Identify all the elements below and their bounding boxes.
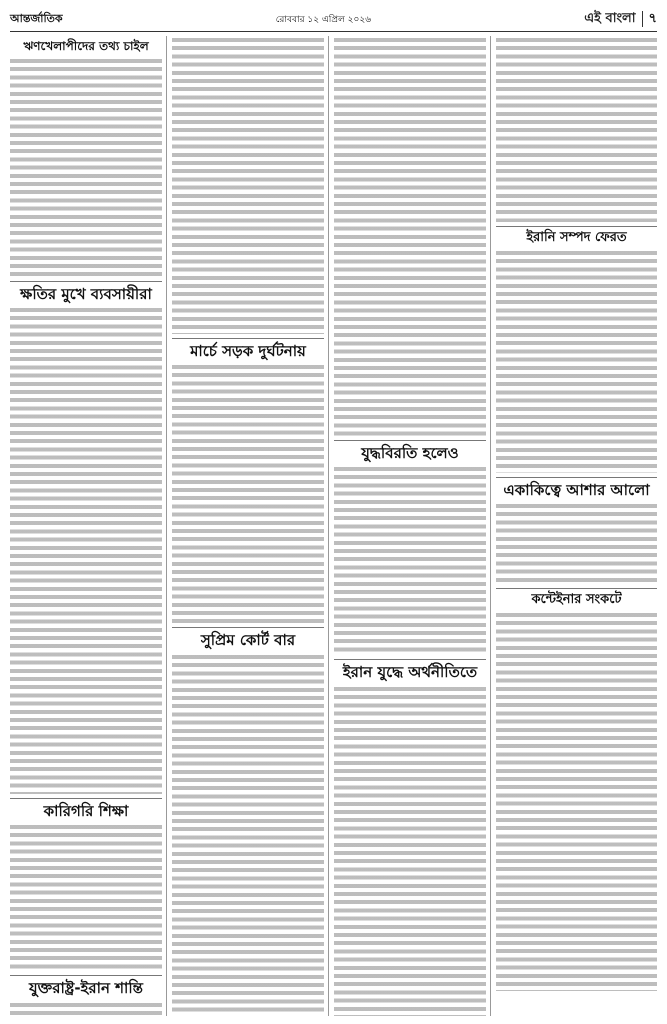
headline: ঋণখেলাপীদের তথ্য চাইল (23, 39, 149, 53)
headline: মার্চে সড়ক দুর্ঘটনায় (190, 342, 306, 360)
body-text (496, 249, 657, 473)
body-text (10, 823, 162, 971)
column-1 (10, 36, 162, 1016)
headline: একাকিত্বে আশার আলো (503, 480, 650, 499)
header-rule (10, 31, 657, 32)
separator (10, 798, 162, 799)
body-text (334, 465, 486, 655)
column-divider (328, 36, 329, 1016)
column-divider (490, 36, 491, 1016)
body-text (172, 36, 324, 334)
headline: সুপ্রিম কোর্ট বার (200, 631, 296, 650)
headline: কন্টেইনার সংকটে (531, 592, 622, 608)
body-text (10, 306, 162, 794)
separator (10, 281, 162, 282)
page-header (10, 8, 657, 30)
column-3 (334, 36, 486, 1016)
section-title: আন্তর্জাতিক (10, 11, 63, 25)
separator (334, 440, 486, 441)
divider (642, 11, 643, 27)
body-text (172, 653, 324, 1013)
issue-date: রোববার ১২ এপ্রিল ২০২৬ (275, 14, 372, 25)
column-4 (496, 36, 657, 1016)
headline: কারিগরি শিক্ষা (43, 802, 129, 821)
headline: ক্ষতির মুখে ব্যবসায়ীরা (20, 284, 152, 303)
page-number: ৭ (648, 10, 657, 26)
body-text (334, 36, 486, 436)
body-text (334, 685, 486, 1017)
separator (172, 627, 324, 628)
separator (496, 477, 657, 478)
separator (496, 588, 657, 589)
body-text (172, 363, 324, 623)
separator (496, 226, 657, 227)
separator (172, 338, 324, 339)
separator (334, 659, 486, 660)
body-text (10, 57, 162, 277)
headline: যুদ্ধবিরতি হলেও (361, 444, 459, 462)
body-text (496, 36, 657, 222)
column-divider (166, 36, 167, 1016)
body-text (496, 502, 657, 584)
separator (10, 975, 162, 976)
body-text (10, 1001, 162, 1016)
column-2 (172, 36, 324, 1016)
brand (584, 9, 657, 30)
headline: ইরান যুদ্ধে অর্থনীতিতে (342, 663, 478, 682)
headline: যুক্তরাষ্ট্র-ইরান শান্তি (28, 979, 144, 998)
brand-logo: এই বাংলা (584, 10, 636, 26)
body-text (496, 611, 657, 991)
headline: ইরানি সম্পদ ফেরত (526, 230, 627, 245)
